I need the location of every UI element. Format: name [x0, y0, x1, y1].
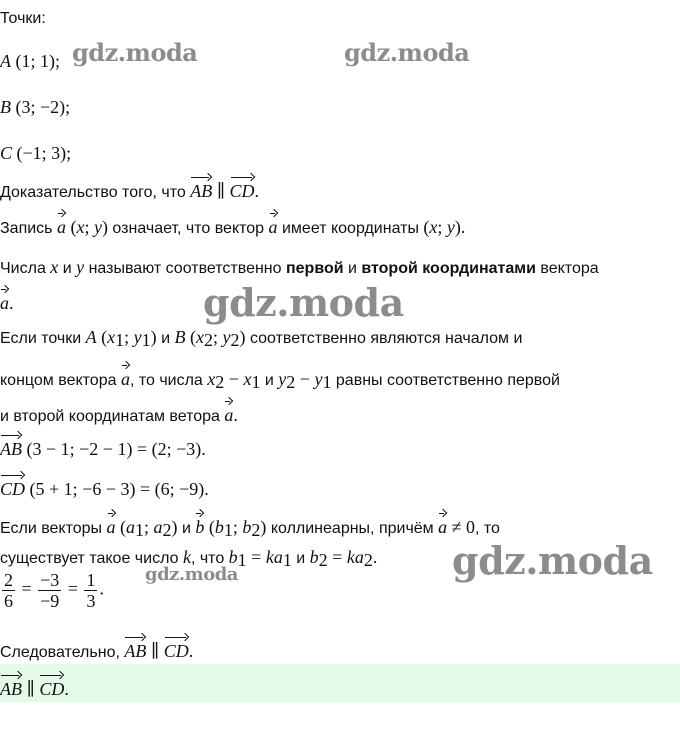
collinearity-rule: Если векторы a ($a_1$; $a_2$) и b ($b_1$; $b_2$) коллинеарны, причём a ≠ 0, то: [0, 510, 500, 541]
watermark: gdz.moda: [203, 280, 404, 325]
vector-ab-calc: AB (3 − 1; −2 − 1) = (2; −3).: [0, 432, 206, 462]
vector-coords-rule-cont: концом вектора a, то числа $x_2 - x_1$ и $y_2 - y_1$ равны соответственно первой: [0, 362, 560, 393]
vector-cd-calc: CD (5 + 1; −6 − 3) = (6; −9).: [0, 472, 209, 502]
record-definition: Запись a (x; y) означает, что вектор a имеет координаты (x; y).: [0, 210, 465, 240]
watermark: gdz.moda: [145, 564, 238, 585]
conclusion: Следовательно, AB ∥ CD.: [0, 634, 193, 664]
ratio-equation: $\frac{2}{6}$ = $\frac{-3}{-9}$ = $\frac{1}{3}$ .: [4, 570, 104, 611]
proof-statement: Доказательство того, что AB ∥ CD.: [0, 174, 259, 204]
vector-coords-rule-end: и второй координатам ветора a.: [0, 398, 238, 428]
vector-coords-rule: Если точки A ($x_1$; $y_1$) и B ($x_2$; $y_2$) соответственно являются началом и: [0, 327, 523, 350]
coordinates-naming: Числа x и y называют соответственно первой и второй координатами вектора: [0, 257, 599, 277]
watermark: gdz.moda: [452, 538, 653, 583]
watermark: gdz.moda: [344, 38, 470, 67]
points-heading: Точки:: [0, 10, 46, 27]
watermark: gdz.moda: [72, 38, 198, 67]
answer-highlight: [0, 664, 680, 702]
point-a: A (1; 1);: [0, 51, 60, 71]
point-b: B (3; −2);: [0, 97, 71, 117]
coordinates-naming-cont: a.: [0, 286, 14, 316]
point-c: C (−1; 3);: [0, 143, 72, 163]
final-answer: AB ∥ CD.: [0, 672, 69, 702]
collinearity-rule-cont: существует такое число k, что $b_1 = ka_1$ и $b_2 = ka_2$.: [0, 547, 378, 570]
